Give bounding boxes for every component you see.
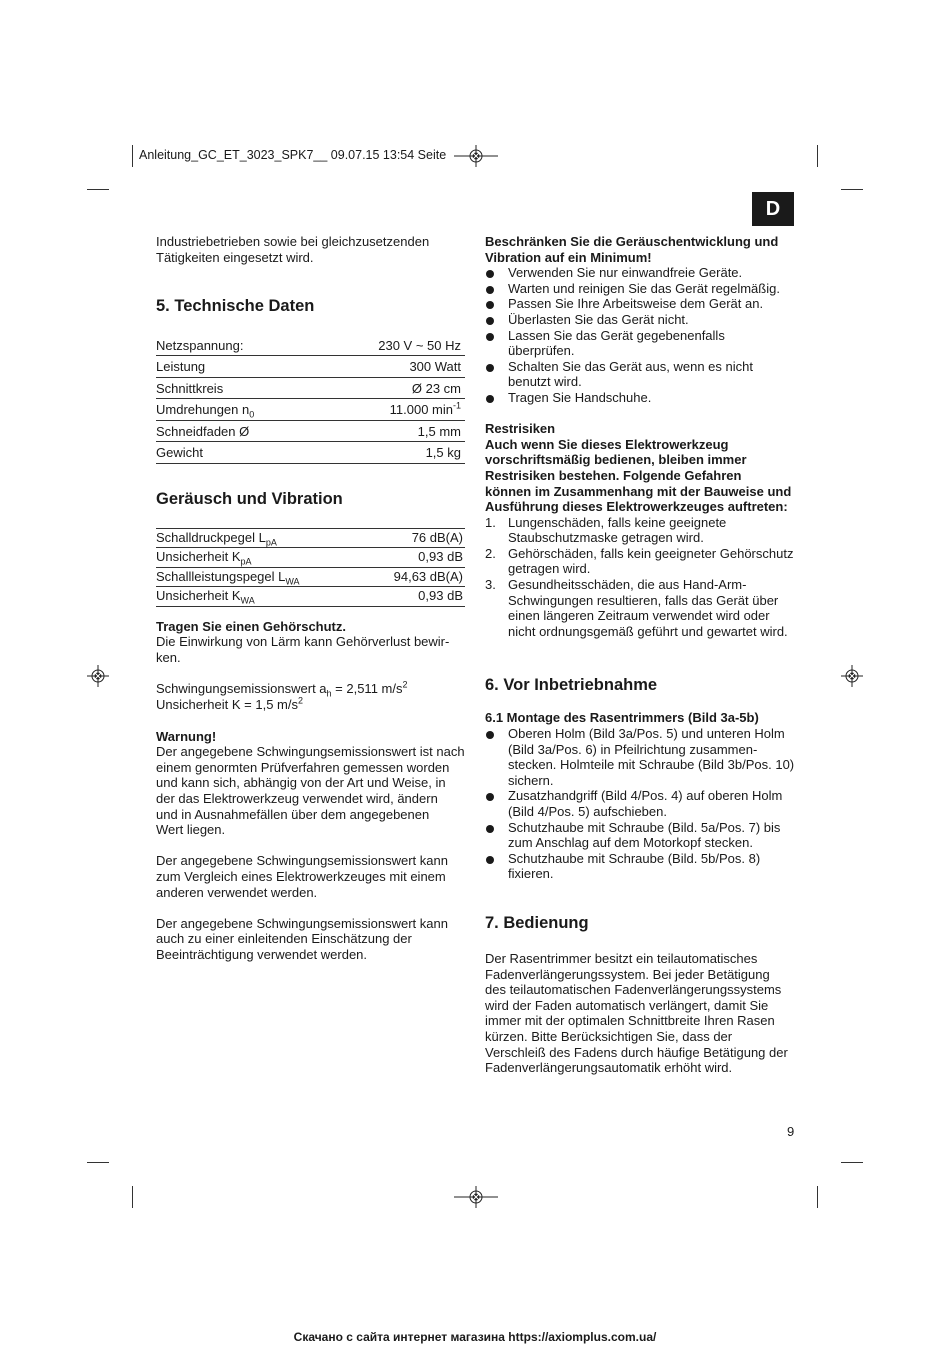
vibration-uncertainty-line: Unsicherheit K = 1,5 $m/s^2$ xyxy=(156,695,303,713)
residual-risks-list xyxy=(485,515,795,640)
noise-label: Schalldruckpegel $L_{pA}$ xyxy=(156,528,362,548)
registration-mark-icon xyxy=(841,665,863,687)
noise-label: Unsicherheit $K_{WA}$ xyxy=(156,587,362,607)
setup-list xyxy=(485,726,795,882)
text-line: einem genormten Prüfverfahren gemessen worden xyxy=(156,759,450,775)
noise-heading: Geräusch und Vibration xyxy=(156,489,343,508)
table-row xyxy=(156,356,465,378)
table-row xyxy=(156,334,465,356)
crop-mark xyxy=(87,1162,109,1163)
text-line: Beeinträchtigung verwendet werden. xyxy=(156,946,368,962)
spec-label: Schneidfaden Ø xyxy=(156,420,320,442)
residual-risks-title: Restrisiken xyxy=(485,421,556,437)
spec-value: 1,5 kg xyxy=(320,442,465,464)
registration-mark-icon xyxy=(454,145,498,167)
spec-value: Ø 23 cm xyxy=(320,377,465,399)
noise-value: 94,63 dB(A) xyxy=(362,567,465,587)
text-line: Fadenverlängerungssystem. Bei jeder Betätigung xyxy=(485,966,770,982)
tech-data-table xyxy=(156,334,465,464)
crop-mark xyxy=(841,189,863,190)
registration-mark-icon xyxy=(454,1186,498,1208)
setup-subheading: 6.1 Montage des Rasentrimmers (Bild 3a-5b) xyxy=(485,710,759,726)
text-line: auch zu einer einleitenden Einschätzung der xyxy=(156,931,412,947)
text-line: Wert liegen. xyxy=(156,822,226,838)
text-line: wird der Faden automatisch verlängert, damit Sie xyxy=(485,997,769,1013)
spec-label: Schnittkreis xyxy=(156,377,320,399)
hearing-text-line: Die Einwirkung von Lärm kann Gehörverlust bewir- xyxy=(156,634,450,650)
text-line: Der angegebene Schwingungsemissionswert kann xyxy=(156,915,448,931)
spec-label: Umdrehungen $n_0$ xyxy=(156,399,320,421)
list-item: Schutzhaube mit Schraube (Bild. 5b/Pos. 8) fixieren. xyxy=(485,851,795,882)
residual-risks-intro xyxy=(485,437,795,515)
crop-mark xyxy=(132,145,133,167)
list-item: Oberen Holm (Bild 3a/Pos. 5) und unteren Holm (Bild 3a/Pos. 6) in Pfeilrichtung zusammen- stecken. Holmteile mit Schraube (Bild 3b/Pos. 10) sichern. xyxy=(485,726,795,788)
text-line: des teilautomatischen Fadenverlängerungssystems xyxy=(485,982,782,998)
table-row xyxy=(156,442,465,464)
spec-value: 300 Watt xyxy=(320,356,465,378)
text-line: können im Zusammenhang mit der Bauweise und xyxy=(485,483,792,499)
list-item: Passen Sie Ihre Arbeitsweise dem Gerät an. xyxy=(485,296,795,312)
text-line: vorschriftsmäßig bedienen, bleiben immer xyxy=(485,452,747,468)
table-row xyxy=(156,587,465,607)
text-line: der das Elektrowerkzeug verwendet wird, ändern xyxy=(156,791,438,807)
limit-noise-list xyxy=(485,265,795,405)
list-item: Verwenden Sie nur einwandfreie Geräte. xyxy=(485,265,795,281)
crop-mark xyxy=(817,1186,818,1208)
text-line: Verschleiß des Fadens durch häufige Betätigung der xyxy=(485,1044,788,1060)
intro-text: Industriebetrieben sowie bei gleichzusetzenden Tätigkeiten eingesetzt wird. xyxy=(156,234,430,265)
tech-data-heading: 5. Technische Daten xyxy=(156,297,315,316)
operation-paragraph xyxy=(485,951,795,1076)
text-line: und kann sich, abhängig von der Art und Weise, in xyxy=(156,775,446,791)
crop-mark xyxy=(87,189,109,190)
page-number: 9 xyxy=(787,1124,795,1139)
table-row xyxy=(156,377,465,399)
text-line: zum Vergleich eines Elektrowerkzeuges mit einem xyxy=(156,869,446,884)
left-column xyxy=(156,234,466,963)
text-line: Der Rasentrimmer besitzt ein teilautomatisches xyxy=(485,950,758,966)
list-item: Lassen Sie das Gerät gegebenenfalls überprüfen. xyxy=(485,328,795,359)
list-item: Zusatzhandgriff (Bild 4/Pos. 4) auf oberen Holm (Bild 4/Pos. 5) aufschieben. xyxy=(485,788,795,819)
warning-title: Warnung! xyxy=(156,728,217,744)
spec-value: 11.000 $\min^{-1}$ xyxy=(320,399,465,421)
vibration-value-line: Schwingungsemissionswert $a_h = 2,511$ $m/s^2$ xyxy=(156,680,408,700)
warning-text xyxy=(156,744,466,838)
hearing-protection-title: Tragen Sie einen Gehörschutz. xyxy=(156,618,346,634)
text-line: Fadenverlängerungsautomatik erhöht wird. xyxy=(485,1060,733,1076)
list-item: 1. Lungenschäden, falls keine geeignete Staubschutzmaske getragen wird. xyxy=(485,514,727,546)
noise-value: 0,93 dB xyxy=(362,548,465,568)
crop-mark xyxy=(817,145,818,167)
list-item: 3. Gesundheitsschäden, die aus Hand-Arm- Schwingungen resultieren, falls das Gerät über einen längeren Zeitraum verwendet wird oder nicht ordnungsgemäß geführt und gewartet wird. xyxy=(485,577,788,639)
text-line: kürzen. Bitte Berücksichtigen Sie, dass der xyxy=(485,1028,733,1044)
list-item: Tragen Sie Handschuhe. xyxy=(485,390,795,406)
hearing-text-line: ken. xyxy=(156,649,181,665)
text-line: Der angegebene Schwingungsemissionswert kann xyxy=(156,853,448,869)
comparison-paragraph xyxy=(156,853,466,900)
list-item: Überlasten Sie das Gerät nicht. xyxy=(485,312,795,328)
setup-heading: 6. Vor Inbetriebnahme xyxy=(485,676,658,695)
table-row xyxy=(156,528,465,548)
spec-label: Leistung xyxy=(156,356,320,378)
list-item: Schalten Sie das Gerät aus, wenn es nicht benutzt wird. xyxy=(485,359,795,390)
right-column xyxy=(485,234,795,1076)
assessment-paragraph xyxy=(156,916,466,963)
limit-noise-title: Beschränken Sie die Geräuschentwicklung und xyxy=(485,234,779,249)
text-line: immer mit der optimalen Schnittbreite Ihren Rasen xyxy=(485,1013,775,1029)
spec-value: 230 V ~ 50 Hz xyxy=(320,334,465,356)
operation-heading: 7. Bedienung xyxy=(485,913,589,932)
noise-label: Unsicherheit $K_{pA}$ xyxy=(156,548,362,568)
noise-value: 76 dB(A) xyxy=(362,528,465,548)
language-tab: D xyxy=(752,192,794,226)
text-line: Auch wenn Sie dieses Elektrowerkzeug xyxy=(485,436,729,452)
noise-data-table xyxy=(156,528,465,607)
crop-mark xyxy=(132,1186,133,1208)
list-item: 2. Gehörschäden, falls kein geeigneter Gehörschutz getragen wird. xyxy=(485,545,794,577)
registration-mark-icon xyxy=(87,665,109,687)
text-line: und in Ausnahmefällen über dem angegebenen xyxy=(156,806,430,822)
noise-label: Schallleistungspegel $L_{WA}$ xyxy=(156,567,362,587)
text-line: Restrisiken bestehen. Folgende Gefahren xyxy=(485,467,742,483)
text-line: anderen verwendet werden. xyxy=(156,884,318,900)
text-line: Der angegebene Schwingungsemissionswert ist nach xyxy=(156,744,465,760)
download-source-footer: Скачано с сайта интернет магазина https://axiomplus.com.ua/ xyxy=(293,1330,657,1344)
table-row xyxy=(156,548,465,568)
limit-noise-title: Vibration auf ein Minimum! xyxy=(485,249,652,265)
spec-value: 1,5 mm xyxy=(320,420,465,442)
noise-value: 0,93 dB xyxy=(362,587,465,607)
list-item: Schutzhaube mit Schraube (Bild. 5a/Pos. 7) bis zum Anschlag auf dem Motorkopf stecken. xyxy=(485,820,795,851)
table-row xyxy=(156,420,465,442)
crop-mark xyxy=(841,1162,863,1163)
text-line: Ausführung dieses Elektrowerkzeuges auftreten: xyxy=(485,499,788,515)
spec-label: Gewicht xyxy=(156,442,320,464)
table-row xyxy=(156,399,465,421)
list-item: Warten und reinigen Sie das Gerät regelmäßig. xyxy=(485,281,795,297)
print-slug: Anleitung_GC_ET_3023_SPK7__ 09.07.15 13:54 Seite xyxy=(139,148,447,162)
table-row xyxy=(156,567,465,587)
spec-label: Netzspannung: xyxy=(156,334,320,356)
